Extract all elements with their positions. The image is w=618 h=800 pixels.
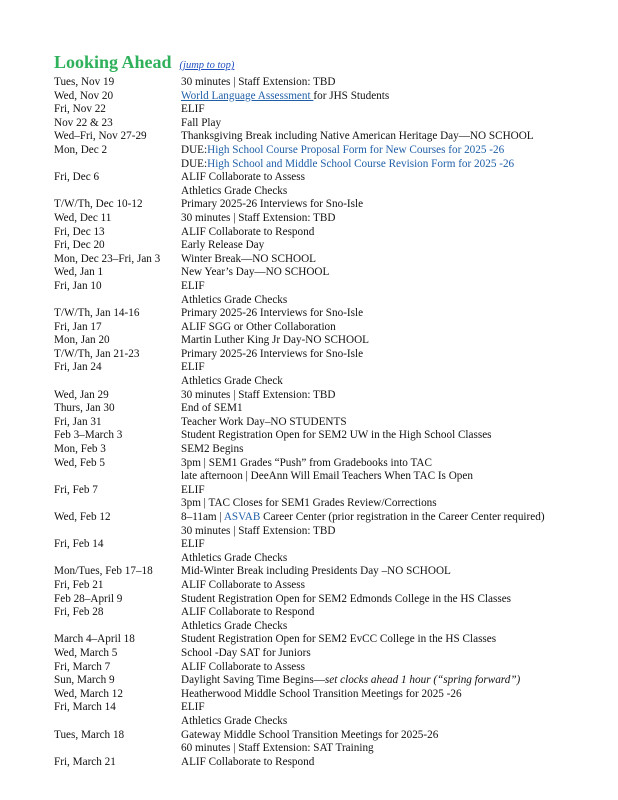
event-row: [54, 321, 606, 335]
event-row: [54, 76, 606, 90]
event-description: [181, 117, 606, 131]
event-text: Martin Luther King Jr Day-NO SCHOOL: [181, 334, 369, 347]
event-description: [181, 198, 606, 212]
event-date: Fri, Jan 31: [54, 415, 102, 428]
event-text: Student Registration Open for SEM2 UW in the High School Classes: [181, 429, 492, 442]
event-date: [54, 185, 181, 199]
event-date: Nov 22 & 23: [54, 116, 113, 129]
event-description: [181, 538, 606, 552]
event-description: [181, 647, 606, 661]
event-text: ALIF Collaborate to Assess: [181, 660, 305, 673]
event-description: [181, 266, 606, 280]
event-row: [54, 729, 606, 743]
event-description: [181, 525, 606, 539]
event-row: [54, 103, 606, 117]
event-description: [181, 416, 606, 430]
event-row: [54, 674, 606, 688]
event-link[interactable]: ASVAB: [223, 511, 261, 523]
event-description: [181, 158, 606, 172]
event-description: [181, 185, 606, 199]
event-text: ALIF Collaborate to Respond: [181, 225, 315, 238]
event-text: ELIF: [181, 103, 205, 116]
jump-to-top-link[interactable]: (jump to top): [179, 60, 235, 71]
event-text: SEM2 Begins: [181, 443, 244, 456]
looking-ahead-section: [54, 52, 606, 769]
event-description: [181, 742, 606, 756]
event-description: [181, 294, 606, 308]
event-row: [54, 484, 606, 498]
event-description: [181, 389, 606, 403]
event-text: Thanksgiving Break including Native American Heritage Day—NO SCHOOL: [181, 130, 534, 143]
event-description: [181, 552, 606, 566]
event-text: End of SEM1: [181, 402, 243, 415]
event-row: [54, 375, 606, 389]
event-date: T/W/Th, Jan 21-23: [54, 347, 140, 360]
event-date: Fri, Feb 7: [54, 483, 98, 496]
event-description: [181, 280, 606, 294]
event-date: Fri, March 7: [54, 660, 111, 673]
event-description: [181, 144, 606, 158]
event-text: Daylight Saving Time Begins—: [181, 674, 325, 687]
event-row: [54, 266, 606, 280]
event-text: 60 minutes | Staff Extension: SAT Training: [181, 742, 374, 755]
event-note: set clocks ahead 1 hour (“spring forward”): [324, 674, 521, 687]
event-date: [54, 497, 181, 511]
event-text: ELIF: [181, 361, 205, 374]
event-row: [54, 633, 606, 647]
event-text: Mid-Winter Break including Presidents Day –NO SCHOOL: [181, 565, 451, 578]
event-time: 8–11am |: [181, 511, 224, 523]
event-description: [181, 212, 606, 226]
event-date: Wed, Jan 1: [54, 266, 104, 279]
event-text: Athletics Grade Checks: [181, 293, 288, 306]
event-date: Fri, Jan 17: [54, 320, 102, 333]
event-text: ALIF Collaborate to Respond: [181, 755, 315, 768]
event-link[interactable]: High School and Middle School Course Revision Form for 2025 -26: [207, 157, 515, 170]
event-description: [181, 620, 606, 634]
event-row: [54, 470, 606, 484]
event-text: 30 minutes | Staff Extension: TBD: [181, 388, 336, 401]
event-date: Sun, March 9: [54, 674, 115, 687]
event-description: [181, 334, 606, 348]
event-date: [54, 620, 181, 634]
event-description: [181, 606, 606, 620]
event-text: Student Registration Open for SEM2 Edmonds College in the HS Classes: [181, 592, 512, 605]
event-description: [181, 674, 606, 688]
event-row: [54, 171, 606, 185]
event-row: [54, 715, 606, 729]
event-text: Athletics Grade Checks: [181, 551, 288, 564]
event-description: [181, 661, 606, 675]
event-text: Athletics Grade Checks: [181, 184, 288, 197]
event-text: Primary 2025-26 Interviews for Sno-Isle: [181, 198, 364, 211]
event-link[interactable]: World Language Assessment: [181, 89, 314, 102]
event-row: [54, 158, 606, 172]
event-row: [54, 701, 606, 715]
event-description: [181, 729, 606, 743]
event-date: Fri, March 21: [54, 755, 116, 768]
event-description: [181, 226, 606, 240]
event-description: [181, 688, 606, 702]
event-text: Primary 2025-26 Interviews for Sno-Isle: [181, 347, 364, 360]
event-description: [181, 348, 606, 362]
event-description: [181, 593, 606, 607]
event-date: Fri, Feb 28: [54, 606, 104, 619]
event-date: Fri, Jan 10: [54, 279, 102, 292]
event-date: Tues, March 18: [54, 728, 125, 741]
event-row: [54, 185, 606, 199]
event-text: ALIF Collaborate to Assess: [181, 171, 305, 184]
event-date: Fri, March 14: [54, 701, 116, 714]
event-date: Wed, Nov 20: [54, 89, 114, 102]
event-date: T/W/Th, Jan 14-16: [54, 307, 140, 320]
event-text: Gateway Middle School Transition Meetings for 2025-26: [181, 728, 439, 741]
event-text: 30 minutes | Staff Extension: TBD: [181, 524, 336, 537]
event-date: Wed, Feb 12: [54, 511, 111, 523]
event-text: Athletics Grade Checks: [181, 714, 288, 727]
event-row: [54, 647, 606, 661]
event-row: [54, 280, 606, 294]
event-row: [54, 606, 606, 620]
event-date: [54, 375, 181, 389]
event-date: Feb 3–March 3: [54, 429, 123, 442]
event-description: [181, 130, 606, 144]
event-row: [54, 538, 606, 552]
event-description: [181, 90, 606, 104]
event-text: Student Registration Open for SEM2 EvCC College in the HS Classes: [181, 633, 497, 646]
event-date: Fri, Dec 13: [54, 225, 105, 238]
section-title: Looking Ahead: [54, 52, 172, 72]
event-row: [54, 565, 606, 579]
event-description: [181, 457, 606, 471]
event-date: Wed, Jan 29: [54, 388, 109, 401]
event-date: Wed–Fri, Nov 27-29: [54, 130, 147, 143]
event-date: Mon/Tues, Feb 17–18: [54, 565, 153, 578]
event-row: [54, 253, 606, 267]
event-description: [181, 484, 606, 498]
event-date: Fri, Jan 24: [54, 361, 102, 374]
event-description: [181, 443, 606, 457]
event-row: [54, 334, 606, 348]
event-prefix: DUE:: [181, 157, 208, 170]
event-text: Teacher Work Day–NO STUDENTS: [181, 415, 347, 428]
event-date: Fri, Feb 14: [54, 538, 104, 551]
event-description: [181, 633, 606, 647]
event-date: March 4–April 18: [54, 633, 135, 646]
event-description: [181, 511, 606, 525]
event-row: [54, 416, 606, 430]
event-row: [54, 661, 606, 675]
event-date: Thurs, Jan 30: [54, 402, 115, 415]
event-description: [181, 715, 606, 729]
event-date: Tues, Nov 19: [54, 76, 115, 88]
event-description: [181, 429, 606, 443]
event-date: Mon, Dec 23–Fri, Jan 3: [54, 252, 161, 265]
event-text: New Year’s Day—NO SCHOOL: [181, 266, 330, 279]
event-row: [54, 294, 606, 308]
event-date: Fri, Nov 22: [54, 103, 106, 116]
event-text: ALIF SGG or Other Collaboration: [181, 320, 336, 333]
event-description: [181, 253, 606, 267]
event-date: [54, 742, 181, 756]
event-row: [54, 90, 606, 104]
event-text: for JHS Students: [313, 89, 390, 102]
section-header: [54, 52, 606, 76]
event-text: ELIF: [181, 279, 205, 292]
event-description: [181, 103, 606, 117]
event-row: [54, 742, 606, 756]
event-row: [54, 443, 606, 457]
event-date: Wed, Dec 11: [54, 211, 112, 224]
event-date: [54, 525, 181, 539]
event-row: [54, 144, 606, 158]
event-date: Wed, March 12: [54, 687, 123, 700]
event-text: Athletics Grade Check: [181, 375, 283, 388]
event-prefix: DUE:: [181, 143, 208, 156]
event-row: [54, 402, 606, 416]
event-text: ALIF Collaborate to Respond: [181, 606, 315, 619]
event-description: [181, 470, 606, 484]
event-row: [54, 429, 606, 443]
event-row: [54, 117, 606, 131]
event-row: [54, 457, 606, 471]
event-description: [181, 701, 606, 715]
event-row: [54, 756, 606, 770]
event-row: [54, 497, 606, 511]
event-description: [181, 76, 606, 90]
event-row: [54, 239, 606, 253]
event-date: Wed, March 5: [54, 646, 118, 659]
event-description: [181, 402, 606, 416]
event-text: Heatherwood Middle School Transition Meetings for 2025 -26: [181, 687, 462, 700]
event-row: [54, 579, 606, 593]
event-description: [181, 361, 606, 375]
event-row: [54, 389, 606, 403]
event-row: [54, 307, 606, 321]
event-date: Feb 28–April 9: [54, 592, 123, 605]
event-description: [181, 321, 606, 335]
event-text: ELIF: [181, 538, 205, 551]
event-text: 3pm | TAC Closes for SEM1 Grades Review/Corrections: [181, 497, 437, 510]
event-text: ELIF: [181, 483, 205, 496]
event-date: Mon, Dec 2: [54, 143, 108, 156]
event-text: ALIF Collaborate to Assess: [181, 578, 305, 591]
event-date: [54, 552, 181, 566]
event-date: [54, 470, 181, 484]
event-link[interactable]: High School Course Proposal Form for New Courses for 2025 -26: [207, 143, 505, 156]
event-text: 3pm | SEM1 Grades “Push” from Gradebooks into TAC: [181, 456, 432, 469]
event-text: 30 minutes | Staff Extension: TBD: [181, 211, 336, 224]
events-list: [54, 76, 606, 769]
event-row: [54, 361, 606, 375]
event-text: Primary 2025-26 Interviews for Sno-Isle: [181, 307, 364, 320]
event-description: [181, 307, 606, 321]
event-row: [54, 130, 606, 144]
event-row: [54, 226, 606, 240]
event-date: Wed, Feb 5: [54, 456, 105, 469]
event-date: Fri, Dec 6: [54, 171, 100, 184]
event-row: [54, 511, 606, 525]
event-row: [54, 552, 606, 566]
event-date: [54, 715, 181, 729]
event-date: Fri, Dec 20: [54, 239, 105, 252]
event-row: [54, 593, 606, 607]
event-date: T/W/Th, Dec 10-12: [54, 198, 143, 211]
event-text: ELIF: [181, 701, 205, 714]
event-description: [181, 171, 606, 185]
event-text: late afternoon | DeeAnn Will Email Teachers When TAC Is Open: [181, 470, 473, 483]
event-row: [54, 688, 606, 702]
event-row: [54, 348, 606, 362]
event-text: Winter Break—NO SCHOOL: [181, 252, 317, 265]
event-date: Mon, Jan 20: [54, 334, 110, 347]
event-text: Early Release Day: [181, 239, 265, 252]
event-text: Athletics Grade Checks: [181, 619, 288, 632]
event-text: Fall Play: [181, 116, 222, 129]
event-description: [181, 565, 606, 579]
event-row: [54, 620, 606, 634]
event-date: [54, 294, 181, 308]
event-description: [181, 497, 606, 511]
event-description: [181, 756, 606, 770]
event-date: Mon, Feb 3: [54, 443, 106, 456]
event-text: Career Center (prior registration in the Career Center required): [260, 511, 545, 523]
event-row: [54, 198, 606, 212]
event-description: [181, 579, 606, 593]
event-date: [54, 158, 181, 172]
event-text: 30 minutes | Staff Extension: TBD: [181, 76, 336, 88]
event-description: [181, 239, 606, 253]
event-date: Fri, Feb 21: [54, 578, 104, 591]
event-description: [181, 375, 606, 389]
event-text: School -Day SAT for Juniors: [181, 646, 311, 659]
event-row: [54, 212, 606, 226]
event-row: [54, 525, 606, 539]
